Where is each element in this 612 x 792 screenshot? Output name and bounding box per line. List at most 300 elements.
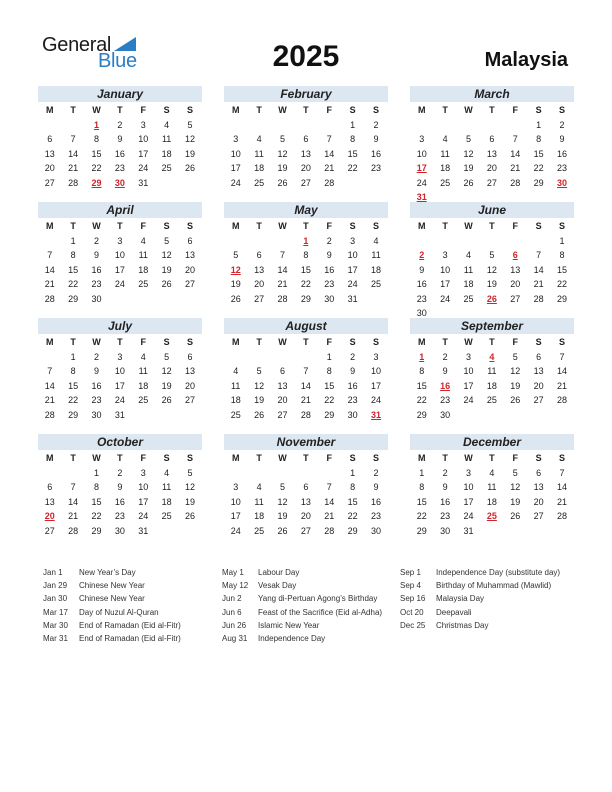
weekday-header: T	[442, 221, 448, 231]
weekday-header: S	[187, 453, 194, 463]
holiday-name: End of Ramadan (Eid al-Fitr)	[79, 634, 181, 644]
holiday-day: 17	[416, 163, 427, 173]
empty-cell	[504, 234, 527, 249]
day-cell: 10	[347, 250, 358, 260]
holiday-day: 29	[91, 177, 102, 188]
day-cell: 23	[416, 293, 427, 304]
month-title: February	[224, 86, 388, 102]
month-title: December	[410, 434, 574, 450]
empty-cell	[294, 466, 317, 481]
day-cell: 20	[300, 511, 311, 521]
empty-cell	[433, 234, 456, 249]
day-cell: 17	[230, 511, 241, 521]
day-cell: 1	[70, 235, 76, 246]
weekday-header: S	[535, 221, 542, 231]
day-cell: 22	[533, 163, 544, 173]
day-cell: 18	[254, 511, 265, 521]
weekday-header: S	[535, 453, 542, 463]
day-cell: 29	[68, 293, 79, 304]
empty-cell	[294, 350, 317, 365]
holiday-row	[222, 566, 382, 579]
day-cell: 21	[68, 511, 79, 521]
day-cell: 10	[371, 366, 382, 376]
day-cell: 15	[416, 380, 427, 391]
day-cell: 30	[114, 525, 125, 536]
empty-cell	[457, 234, 480, 249]
day-cell: 30	[371, 525, 382, 536]
empty-cell	[247, 118, 270, 133]
day-cell: 20	[533, 380, 544, 391]
day-cell: 27	[533, 511, 544, 521]
day-cell: 11	[161, 482, 172, 492]
holiday-name: End of Ramadan (Eid al-Fitr)	[79, 620, 181, 630]
weekday-header: F	[140, 105, 146, 115]
day-cell: 25	[440, 177, 451, 188]
day-cell: 8	[536, 134, 542, 144]
day-cell: 13	[254, 264, 265, 275]
day-cell: 4	[442, 134, 448, 144]
weekday-header: S	[373, 221, 380, 231]
day-cell: 24	[371, 395, 382, 405]
day-cell: 26	[277, 525, 288, 536]
day-cell: 21	[44, 395, 55, 405]
day-cell: 15	[68, 380, 79, 391]
holiday-date: Sep 16	[400, 594, 426, 604]
weekday-header: W	[278, 221, 287, 231]
day-cell: 29	[416, 525, 427, 536]
day-cell: 19	[185, 148, 196, 159]
day-cell: 24	[463, 395, 474, 405]
weekday-header: M	[45, 221, 54, 231]
day-cell: 6	[489, 134, 495, 144]
day-cell: 5	[187, 467, 193, 478]
holiday-date: Aug 31	[222, 634, 248, 644]
day-cell: 11	[254, 148, 264, 159]
day-cell: 3	[233, 482, 239, 492]
empty-cell	[504, 118, 527, 133]
day-cell: 7	[536, 250, 542, 260]
day-cell: 12	[463, 148, 474, 159]
day-cell: 20	[277, 395, 288, 405]
holiday-column	[43, 566, 181, 645]
weekday-header: T	[117, 337, 123, 347]
day-cell: 27	[185, 279, 196, 289]
day-cell: 18	[138, 380, 149, 391]
day-cell: 26	[185, 511, 196, 521]
day-cell: 17	[230, 163, 241, 173]
day-cell: 7	[47, 366, 53, 376]
day-cell: 19	[161, 264, 172, 275]
holiday-day: 1	[419, 351, 425, 362]
holiday-row	[400, 606, 576, 619]
month-july	[38, 318, 202, 422]
holiday-name: Chinese New Year	[79, 581, 145, 591]
empty-cell	[224, 234, 247, 249]
holiday-date: Mar 31	[43, 634, 68, 644]
day-cell: 13	[44, 496, 55, 507]
holiday-day: 31	[371, 409, 382, 420]
day-cell: 31	[138, 525, 149, 536]
holiday-name: Chinese New Year	[79, 594, 145, 604]
day-cell: 8	[350, 134, 356, 144]
day-cell: 28	[68, 177, 79, 188]
day-cell: 11	[463, 264, 474, 275]
day-cell: 4	[256, 482, 262, 492]
holiday-day: 6	[512, 250, 518, 260]
day-cell: 29	[533, 177, 544, 188]
month-august	[224, 318, 388, 422]
weekday-header: S	[163, 453, 170, 463]
day-cell: 17	[114, 380, 125, 391]
day-cell: 27	[533, 395, 544, 405]
day-cell: 15	[557, 264, 568, 275]
day-cell: 18	[230, 395, 241, 405]
day-cell: 1	[419, 467, 425, 478]
day-cell: 8	[419, 366, 425, 376]
day-cell: 14	[533, 264, 544, 275]
holiday-day: 31	[416, 192, 427, 202]
holiday-name: Christmas Day	[436, 620, 489, 630]
day-cell: 9	[419, 264, 425, 275]
day-cell: 24	[440, 293, 451, 304]
day-cell: 27	[300, 177, 311, 188]
day-cell: 21	[44, 279, 55, 289]
day-cell: 14	[510, 148, 521, 159]
day-cell: 5	[489, 250, 495, 260]
day-cell: 25	[486, 395, 497, 405]
day-cell: 13	[185, 366, 196, 376]
day-cell: 19	[510, 380, 521, 391]
holiday-row	[222, 619, 382, 632]
day-cell: 5	[279, 482, 285, 492]
holiday-date: Oct 20	[400, 607, 424, 617]
day-cell: 7	[559, 351, 565, 362]
day-cell: 12	[277, 496, 288, 507]
holiday-date: May 12	[222, 581, 249, 591]
day-cell: 2	[442, 467, 448, 478]
day-cell: 4	[373, 235, 379, 246]
holiday-name: Independence Day (substitute day)	[436, 568, 561, 577]
month-grid	[38, 335, 202, 422]
day-cell: 28	[300, 409, 311, 420]
month-grid	[410, 335, 574, 422]
empty-cell	[318, 466, 341, 481]
day-cell: 3	[465, 351, 471, 362]
day-cell: 19	[510, 496, 521, 507]
weekday-header: F	[512, 221, 518, 231]
day-cell: 7	[70, 482, 76, 492]
weekday-header: S	[535, 337, 542, 347]
day-cell: 23	[91, 279, 102, 289]
weekday-header: T	[70, 105, 76, 115]
day-cell: 8	[559, 250, 565, 260]
empty-cell	[247, 234, 270, 249]
weekday-header: M	[45, 337, 54, 347]
country-name: Malaysia	[484, 49, 568, 71]
day-cell: 24	[230, 525, 241, 536]
day-cell: 10	[138, 482, 149, 492]
day-cell: 8	[303, 250, 309, 260]
empty-cell	[480, 234, 503, 249]
day-cell: 31	[114, 409, 125, 420]
day-cell: 6	[47, 134, 53, 144]
day-cell: 30	[440, 525, 451, 536]
day-cell: 7	[70, 134, 76, 144]
day-cell: 30	[91, 293, 102, 304]
day-cell: 12	[185, 482, 196, 492]
day-cell: 7	[303, 366, 309, 376]
weekday-header: S	[349, 453, 356, 463]
holiday-name: Yang di-Pertuan Agong’s Birthday	[258, 594, 378, 604]
day-cell: 22	[91, 163, 102, 173]
empty-cell	[38, 234, 61, 249]
day-cell: 29	[324, 409, 335, 420]
empty-cell	[247, 350, 270, 365]
day-cell: 4	[164, 119, 170, 130]
month-title: November	[224, 434, 388, 450]
day-cell: 11	[138, 366, 148, 376]
month-title: September	[410, 318, 574, 334]
day-cell: 8	[350, 482, 356, 492]
day-cell: 11	[231, 380, 241, 391]
weekday-header: M	[231, 105, 240, 115]
day-cell: 12	[161, 366, 172, 376]
day-cell: 3	[350, 235, 356, 246]
day-cell: 26	[254, 409, 265, 420]
holiday-date: Jan 30	[43, 594, 68, 604]
day-cell: 15	[533, 148, 544, 159]
holiday-name: Feast of the Sacrifice (Eid al-Adha)	[258, 607, 383, 617]
day-cell: 24	[138, 163, 149, 173]
weekday-header: T	[442, 337, 448, 347]
weekday-header: T	[489, 453, 495, 463]
day-cell: 16	[440, 496, 451, 507]
day-cell: 5	[164, 235, 170, 246]
month-november	[224, 434, 388, 538]
day-cell: 26	[161, 395, 172, 405]
holiday-row	[222, 592, 382, 605]
weekday-header: S	[163, 337, 170, 347]
holiday-date: Mar 30	[43, 620, 68, 630]
weekday-header: S	[349, 105, 356, 115]
day-cell: 12	[277, 148, 288, 159]
empty-cell	[294, 118, 317, 133]
weekday-header: S	[373, 337, 380, 347]
day-cell: 13	[44, 148, 55, 159]
day-cell: 23	[371, 511, 382, 521]
day-cell: 6	[256, 250, 262, 260]
empty-cell	[433, 118, 456, 133]
day-cell: 4	[465, 250, 471, 260]
empty-cell	[38, 466, 61, 481]
month-grid	[224, 451, 388, 538]
day-cell: 18	[371, 264, 382, 275]
holiday-row	[400, 566, 576, 579]
day-cell: 18	[254, 163, 265, 173]
day-cell: 23	[440, 511, 451, 521]
day-cell: 12	[510, 482, 521, 492]
day-cell: 9	[442, 482, 448, 492]
day-cell: 14	[44, 380, 55, 391]
day-cell: 13	[533, 482, 544, 492]
day-cell: 18	[463, 279, 474, 289]
day-cell: 12	[254, 380, 265, 391]
holiday-date: Jan 1	[43, 568, 63, 577]
holiday-name: Deepavali	[436, 607, 472, 617]
day-cell: 12	[486, 264, 497, 275]
holiday-row	[400, 592, 576, 605]
day-cell: 16	[91, 380, 102, 391]
day-cell: 2	[117, 467, 123, 478]
day-cell: 25	[161, 511, 172, 521]
day-cell: 9	[93, 250, 99, 260]
day-cell: 13	[300, 496, 311, 507]
day-cell: 24	[416, 177, 427, 188]
month-title: May	[224, 202, 388, 218]
holiday-row	[222, 606, 382, 619]
holiday-day: 1	[303, 235, 309, 246]
weekday-header: T	[70, 337, 76, 347]
day-cell: 27	[44, 177, 55, 188]
day-cell: 26	[510, 395, 521, 405]
day-cell: 22	[324, 395, 335, 405]
day-cell: 3	[442, 250, 448, 260]
day-cell: 26	[277, 177, 288, 188]
day-cell: 11	[371, 250, 381, 260]
day-cell: 10	[138, 134, 149, 144]
day-cell: 28	[533, 293, 544, 304]
day-cell: 20	[44, 163, 55, 173]
day-cell: 11	[138, 250, 148, 260]
day-cell: 20	[533, 496, 544, 507]
day-cell: 26	[510, 511, 521, 521]
holiday-row	[400, 619, 576, 632]
month-grid	[410, 103, 574, 205]
day-cell: 1	[326, 351, 332, 362]
holiday-date: Jun 2	[222, 594, 242, 604]
day-cell: 21	[324, 511, 335, 521]
weekday-header: S	[349, 221, 356, 231]
day-cell: 12	[185, 134, 196, 144]
day-cell: 7	[279, 250, 285, 260]
day-cell: 16	[371, 496, 382, 507]
day-cell: 14	[300, 380, 311, 391]
day-cell: 25	[230, 409, 241, 420]
weekday-header: T	[303, 105, 309, 115]
day-cell: 23	[371, 163, 382, 173]
empty-cell	[271, 118, 294, 133]
holiday-name: Vesak Day	[258, 581, 297, 591]
weekday-header: T	[442, 105, 448, 115]
day-cell: 8	[93, 134, 99, 144]
holiday-row	[43, 632, 181, 645]
month-grid	[224, 219, 388, 306]
day-cell: 20	[486, 163, 497, 173]
holiday-date: May 1	[222, 568, 244, 577]
holiday-date: Mar 17	[43, 607, 68, 617]
weekday-header: F	[140, 337, 146, 347]
day-cell: 24	[463, 511, 474, 521]
day-cell: 5	[279, 134, 285, 144]
weekday-header: F	[326, 453, 332, 463]
month-grid	[410, 219, 574, 321]
day-cell: 9	[93, 366, 99, 376]
weekday-header: M	[231, 453, 240, 463]
day-cell: 27	[300, 525, 311, 536]
day-cell: 25	[254, 177, 265, 188]
day-cell: 10	[230, 148, 241, 159]
day-cell: 25	[254, 525, 265, 536]
day-cell: 11	[487, 366, 497, 376]
empty-cell	[318, 118, 341, 133]
day-cell: 13	[510, 264, 521, 275]
day-cell: 21	[68, 163, 79, 173]
day-cell: 21	[557, 496, 568, 507]
day-cell: 22	[91, 511, 102, 521]
day-cell: 23	[114, 163, 125, 173]
holiday-date: Sep 1	[400, 568, 421, 577]
year-title: 2025	[272, 40, 340, 73]
day-cell: 27	[44, 525, 55, 536]
holiday-day: 16	[440, 380, 451, 391]
holiday-day: 4	[489, 351, 495, 362]
empty-cell	[410, 118, 433, 133]
empty-cell	[271, 466, 294, 481]
day-cell: 27	[510, 293, 521, 304]
day-cell: 16	[91, 264, 102, 275]
empty-cell	[247, 466, 270, 481]
day-cell: 2	[559, 119, 565, 130]
day-cell: 5	[512, 351, 518, 362]
weekday-header: W	[464, 221, 473, 231]
day-cell: 18	[138, 264, 149, 275]
holiday-name: Birthday of Muhammad (Mawlid)	[436, 581, 552, 591]
holiday-day: 20	[44, 511, 55, 521]
day-cell: 14	[324, 148, 335, 159]
day-cell: 24	[138, 511, 149, 521]
empty-cell	[457, 118, 480, 133]
day-cell: 5	[256, 366, 262, 376]
day-cell: 26	[161, 279, 172, 289]
weekday-header: S	[535, 105, 542, 115]
day-cell: 24	[114, 279, 125, 289]
day-cell: 18	[486, 380, 497, 391]
empty-cell	[224, 350, 247, 365]
day-cell: 10	[463, 366, 474, 376]
weekday-header: M	[45, 105, 54, 115]
day-cell: 28	[68, 525, 79, 536]
holiday-column	[222, 566, 382, 645]
weekday-header: F	[512, 453, 518, 463]
holiday-day: 30	[557, 177, 568, 188]
month-title: June	[410, 202, 574, 218]
weekday-header: F	[140, 221, 146, 231]
day-cell: 13	[185, 250, 196, 260]
weekday-header: T	[489, 105, 495, 115]
day-cell: 28	[324, 525, 335, 536]
weekday-header: W	[464, 453, 473, 463]
logo-text-general: General	[42, 34, 112, 56]
month-title: August	[224, 318, 388, 334]
day-cell: 6	[303, 134, 309, 144]
day-cell: 5	[465, 134, 471, 144]
day-cell: 23	[91, 395, 102, 405]
day-cell: 22	[416, 395, 427, 405]
day-cell: 15	[91, 148, 102, 159]
weekday-header: M	[417, 105, 426, 115]
month-title: January	[38, 86, 202, 102]
weekday-header: T	[303, 221, 309, 231]
